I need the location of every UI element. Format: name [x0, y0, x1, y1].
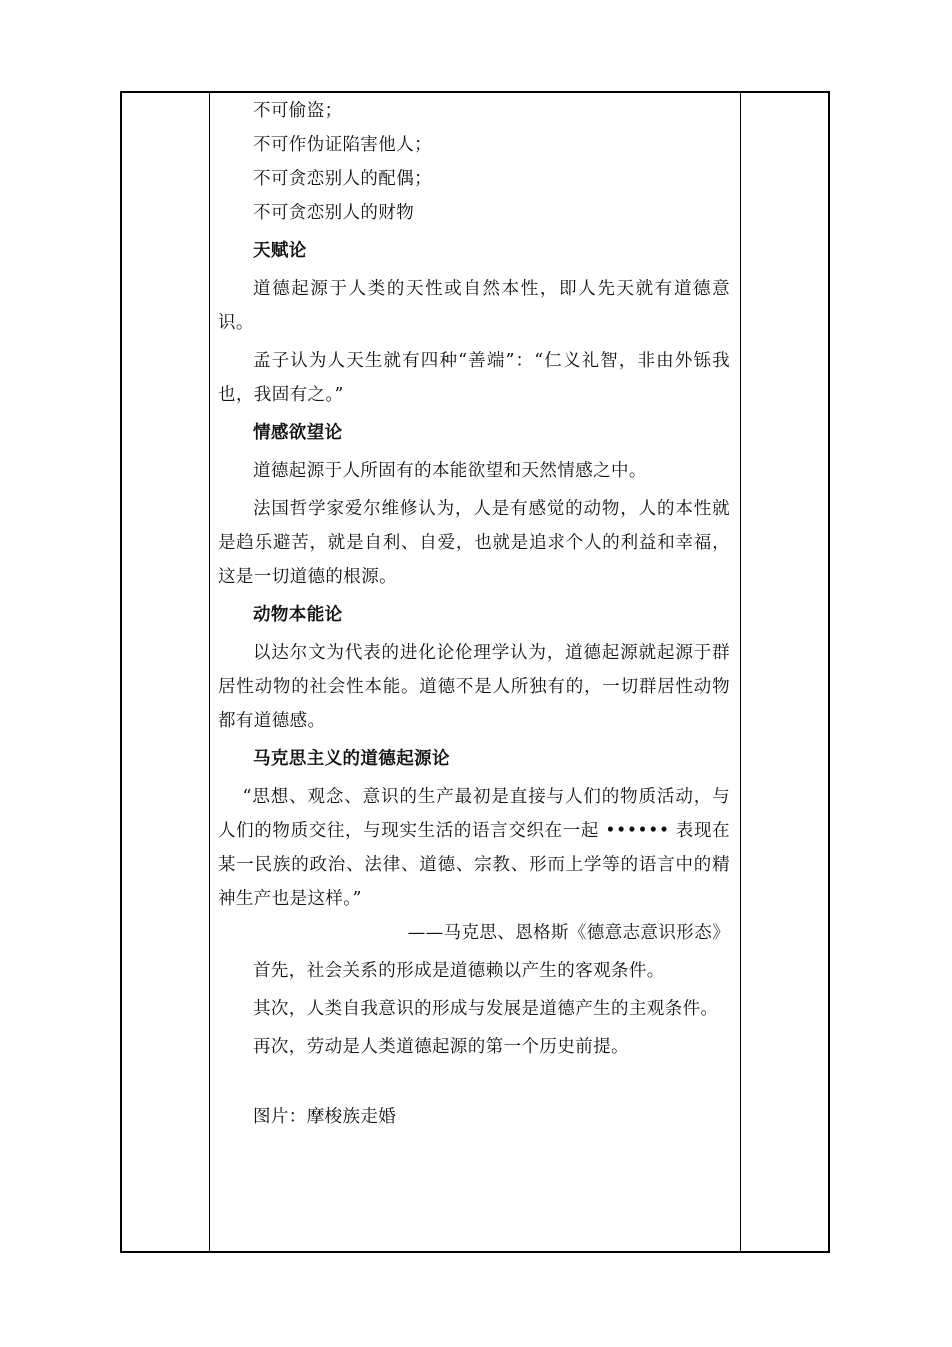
quote-paragraph: “思想、观念、意识的生产最初是直接与人们的物质活动，与人们的物质交往，与现实生活的语言交织在一起 •••••• 表现在某一民族的政治、法律、道德、宗教、形而上学等的语言中的精神生产也是这样。”: [218, 787, 730, 909]
paragraph: 孟子认为人天生就有四种“善端”：“仁义礼智，非由外铄我也，我固有之。”: [218, 351, 730, 405]
paragraph: 道德起源于人所固有的本能欲望和天然情感之中。: [253, 461, 647, 481]
paragraph: 道德起源于人类的天性或自然本性，即人先天就有道德意识。: [218, 279, 730, 333]
paragraph: 其次，人类自我意识的形成与发展是道德产生的主观条件。: [253, 999, 719, 1019]
picture-caption: 图片：摩梭族走婚: [253, 1107, 397, 1127]
section-heading-qinggan: 情感欲望论: [253, 423, 343, 443]
paragraph: 法国哲学家爱尔维修认为，人是有感觉的动物，人的本性就是趋乐避苦，就是自利、自爱，也就是追求个人的利益和幸福，这是一切道德的根源。: [218, 499, 730, 587]
column-divider-left: [209, 93, 210, 1251]
section-heading-dongwu: 动物本能论: [253, 605, 343, 625]
paragraph: 再次，劳动是人类道德起源的第一个历史前提。: [253, 1037, 629, 1057]
commandment-line: 不可贪恋别人的财物: [253, 203, 415, 223]
commandment-line: 不可偷盗；: [253, 101, 343, 121]
table-content-cell: [218, 94, 730, 1134]
paragraph: 以达尔文为代表的进化论伦理学认为，道德起源就起源于群居性动物的社会性本能。道德不是人所独有的，一切群居性动物都有道德感。: [218, 643, 730, 731]
paragraph: 首先，社会关系的形成是道德赖以产生的客观条件。: [253, 961, 665, 981]
section-heading-makesi: 马克思主义的道德起源论: [253, 749, 450, 769]
commandment-line: 不可作伪证陷害他人；: [253, 135, 432, 155]
section-heading-tianfu: 天赋论: [253, 241, 307, 261]
commandment-line: 不可贪恋别人的配偶；: [253, 169, 432, 189]
quote-attribution: ——马克思、恩格斯《德意志意识形态》: [407, 923, 730, 943]
column-divider-right: [740, 93, 741, 1251]
